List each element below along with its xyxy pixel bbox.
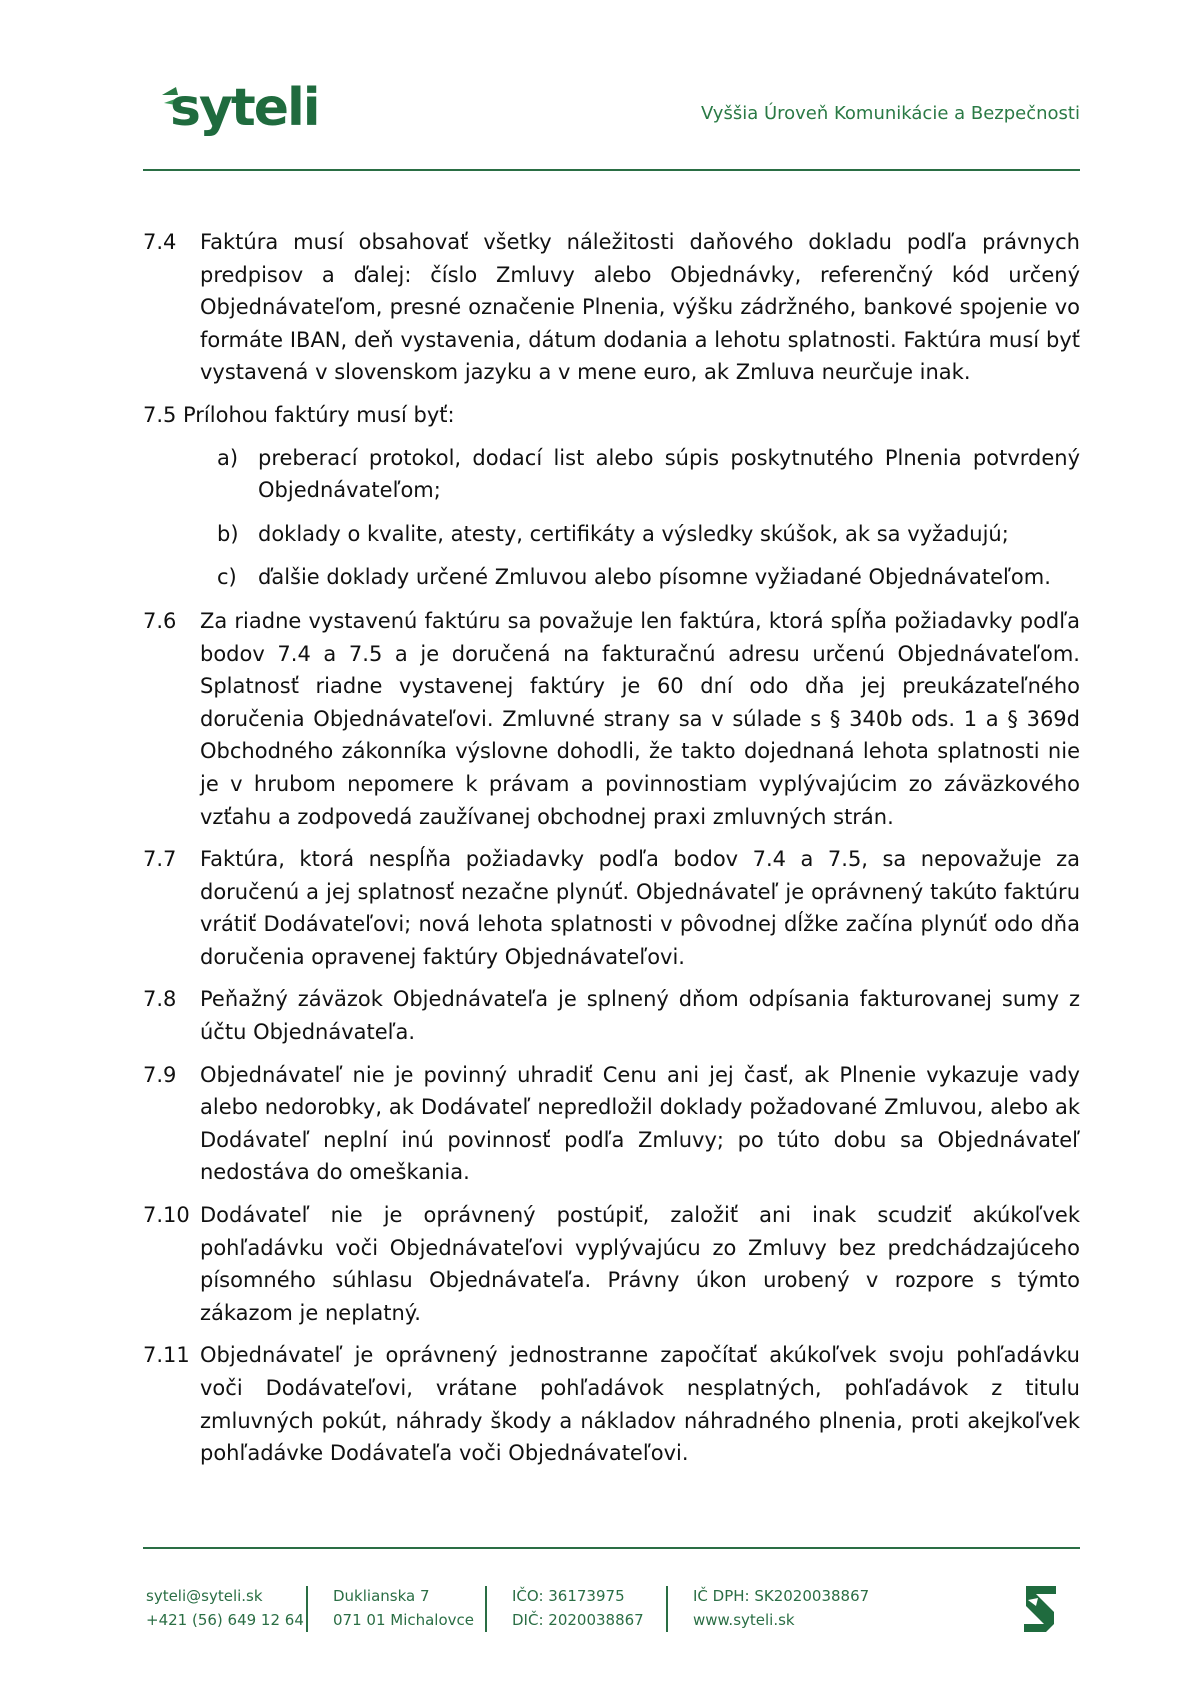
document-body (143, 226, 1080, 1480)
footer-phone: +421 (56) 649 12 64 (146, 1611, 304, 1629)
syteli-mark-icon (1018, 1584, 1064, 1634)
clause-text: Objednávateľ je oprávnený jednostranne započítať akúkoľvek svoju pohľadávku voči Dodávateľovi, vrátane pohľadávok nesplatných, pohľadávok z titulu zmluvných pokút, náhrady škody a nákladov náhradného plnenia, proti akejkoľvek pohľadávke Dodávateľa voči Objednávateľovi. (200, 1343, 1080, 1466)
attachment-list (143, 442, 1080, 594)
footer-street: Duklianska 7 (333, 1587, 430, 1605)
clause-7-9 (143, 1059, 1080, 1189)
footer-ids (512, 1584, 644, 1632)
footer-separator (666, 1586, 668, 1632)
svg-text:syteli: syteli (170, 78, 319, 138)
clause-text: Prílohou faktúry musí byť: (183, 402, 455, 427)
footer-email: syteli@syteli.sk (146, 1587, 263, 1605)
page-footer (143, 1584, 1080, 1634)
clause-7-11 (143, 1339, 1080, 1469)
footer-separator (485, 1586, 487, 1632)
header-divider (143, 169, 1080, 171)
footer-web: www.syteli.sk (693, 1611, 795, 1629)
list-item-text: ďalšie doklady určené Zmluvou alebo písomne vyžiadané Objednávateľom. (258, 565, 1051, 590)
footer-dic: DIČ: 2020038867 (512, 1611, 644, 1629)
clause-number: 7.6 (143, 608, 177, 633)
list-item (143, 518, 1080, 551)
clause-number: 7.10 (143, 1203, 190, 1228)
clause-7-7 (143, 843, 1080, 973)
clause-7-10 (143, 1199, 1080, 1329)
clause-text: Faktúra, ktorá nespĺňa požiadavky podľa bodov 7.4 a 7.5, sa nepovažuje za doručenú a jej splatnosť nezačne plynúť. Objednávateľ je oprávnený takúto faktúru vrátiť Dodávateľovi; nová lehota splatnosti v pôvodnej dĺžke začína plynúť odo dňa doručenia opravenej faktúry Objednávateľovi. (200, 847, 1080, 969)
clause-number: 7.11 (143, 1343, 190, 1368)
clause-number: 7.5 (143, 402, 177, 427)
clause-number: 7.4 (143, 230, 177, 254)
footer-vat-web (693, 1584, 869, 1632)
list-item-text: preberací protokol, dodací list alebo súpis poskytnutého Plnenia potvrdený Objednávateľom; (258, 445, 1080, 503)
list-marker: b) (217, 521, 239, 546)
clause-7-5 (143, 399, 1080, 432)
clause-text: Dodávateľ nie je oprávnený postúpiť, založiť ani inak scudziť akúkoľvek pohľadávku voči Objednávateľovi vyplývajúcu zo Zmluvy bez predchádzajúceho písomného súhlasu Objednávateľa. Právny úkon urobený v rozpore s týmto zákazom je neplatný. (200, 1203, 1080, 1325)
syteli-logo (160, 73, 350, 143)
footer-divider (143, 1547, 1080, 1549)
list-item (143, 561, 1080, 594)
list-marker: a) (217, 445, 239, 470)
clause-number: 7.9 (143, 1062, 177, 1087)
clause-number: 7.8 (143, 987, 177, 1012)
clause-7-4 (143, 226, 1080, 389)
clause-text: Objednávateľ nie je povinný uhradiť Cenu ani jej časť, ak Plnenie vykazuje vady alebo nedorobky, ak Dodávateľ nepredložil doklady požadované Zmluvou, alebo ak Dodávateľ neplní inú povinnosť podľa Zmluvy; po túto dobu sa Objednávateľ nedostáva do omeškania. (200, 1062, 1080, 1185)
footer-ico: IČO: 36173975 (512, 1587, 625, 1605)
clause-text: Faktúra musí obsahovať všetky náležitosti daňového dokladu podľa právnych predpisov a ďalej: číslo Zmluvy alebo Objednávky, referenčný kód určený Objednávateľom, presné označenie Plnenia, výšku zádržného, bankové spojenie vo formáte IBAN, deň vystavenia, dátum dodania a lehotu splatnosti. Faktúra musí byť vystavená v slovenskom jazyku a v mene euro, ak Zmluva neurčuje inak. (200, 230, 1080, 385)
page-header (143, 65, 1080, 175)
footer-city: 071 01 Michalovce (333, 1611, 475, 1629)
footer-contact (146, 1584, 304, 1632)
footer-address (333, 1584, 474, 1632)
clause-7-6 (143, 605, 1080, 833)
list-marker: c) (217, 565, 237, 590)
list-item (143, 442, 1080, 507)
clause-text: Peňažný záväzok Objednávateľa je splnený dňom odpísania fakturovanej sumy z účtu Objednávateľa. (200, 987, 1080, 1045)
tagline: Vyššia Úroveň Komunikácie a Bezpečnosti (700, 103, 1080, 124)
footer-icdph: IČ DPH: SK2020038867 (693, 1587, 870, 1605)
clause-text: Za riadne vystavenú faktúru sa považuje len faktúra, ktorá spĺňa požiadavky podľa bodov 7.4 a 7.5 a je doručená na fakturačnú adresu určenú Objednávateľom. Splatnosť riadne vystavenej faktúry je 60 dní odo dňa jej preukázateľného doručenia Objednávateľovi. Zmluvné strany sa v súlade s § 340b ods. 1 a § 369d Obchodného zákonníka výslovne dohodli, že takto dojednaná lehota splatnosti nie je v hrubom nepomere k právam a povinnostiam vyplývajúcim zo záväzkového vzťahu a zodpovedá zaužívanej obchodnej praxi zmluvných strán. (200, 608, 1080, 829)
list-item-text: doklady o kvalite, atesty, certifikáty a výsledky skúšok, ak sa vyžadujú; (258, 521, 1009, 546)
footer-separator (306, 1586, 308, 1632)
clause-number: 7.7 (143, 847, 177, 872)
clause-7-8 (143, 983, 1080, 1048)
